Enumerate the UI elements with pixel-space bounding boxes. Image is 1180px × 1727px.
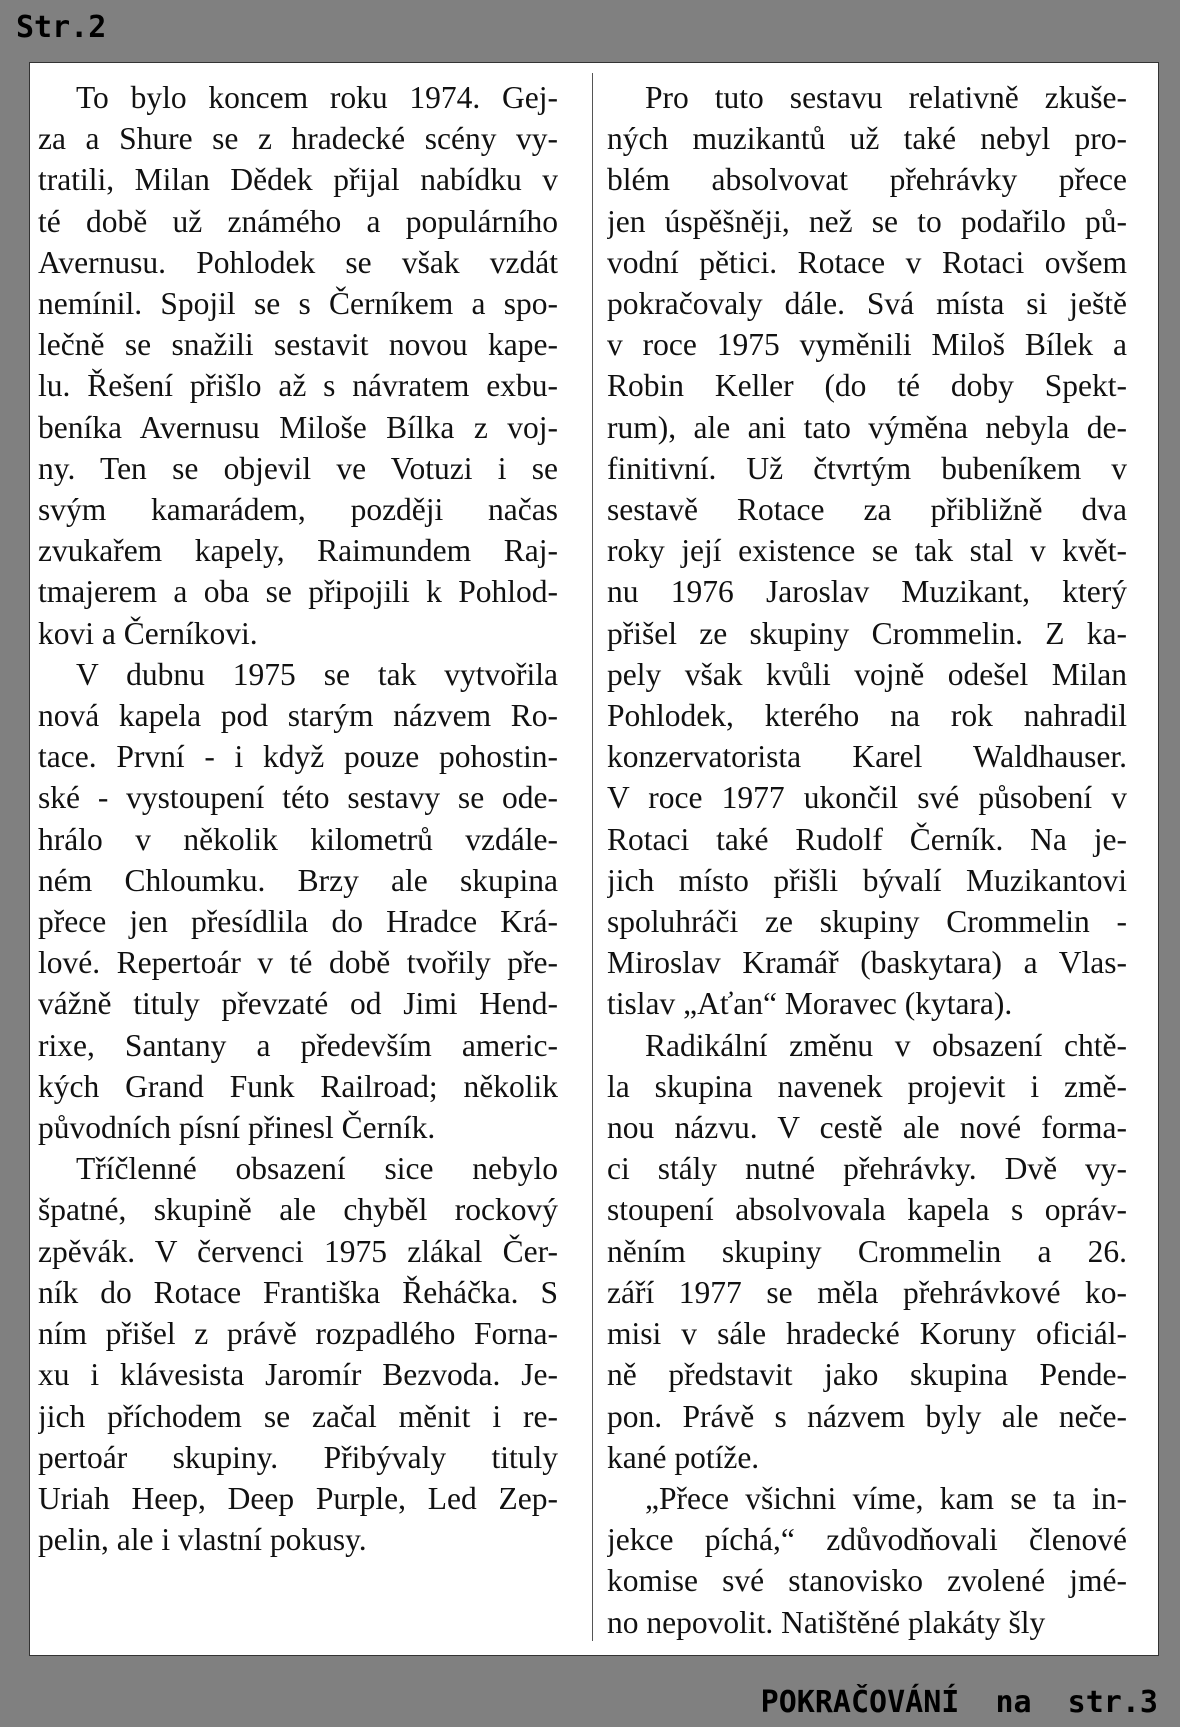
text-line: roky její existence se tak stal v květ-	[607, 533, 1127, 569]
right-text-column	[607, 77, 1127, 1643]
text-line: tislav „Aťan“ Moravec (kytara).	[607, 986, 1013, 1022]
text-line: ník do Rotace Františka Řeháčka. S	[38, 1274, 558, 1310]
text-line: komise své stanovisko zvolené jmé-	[607, 1563, 1127, 1599]
left-text-column	[38, 77, 558, 1560]
text-line: pely však kvůli vojně odešel Milan	[607, 656, 1127, 692]
text-line: ném Chloumku. Brzy ale skupina	[38, 862, 558, 898]
text-line: ných muzikantů už také nebyl pro-	[607, 121, 1127, 157]
column-divider	[592, 73, 593, 1641]
text-line: ně představit jako skupina Pende-	[607, 1357, 1127, 1393]
text-line: Avernusu. Pohlodek se však vzdát	[38, 244, 558, 280]
text-line: „Přece všichni víme, kam se ta in-	[645, 1480, 1127, 1516]
text-line: konzervatorista Karel Waldhauser.	[607, 739, 1127, 775]
paragraph	[607, 1478, 1127, 1643]
paragraph	[38, 77, 558, 654]
text-line: Tříčlenné obsazení sice nebylo	[76, 1151, 558, 1187]
text-line: beníka Avernusu Miloše Bílka z voj-	[38, 409, 558, 445]
text-line: pelin, ale i vlastní pokusy.	[38, 1522, 367, 1558]
text-line: xu i klávesista Jaromír Bezvoda. Je-	[38, 1357, 558, 1393]
text-line: To bylo koncem roku 1974. Gej-	[76, 80, 558, 115]
text-line: pon. Právě s názvem byly ale neče-	[607, 1398, 1127, 1434]
text-line: kých Grand Funk Railroad; několik	[38, 1068, 558, 1104]
text-line: svým kamarádem, později načas	[38, 492, 558, 528]
text-line: nou názvu. V cestě ale nové forma-	[607, 1110, 1127, 1146]
text-line: zpěvák. V červenci 1975 zlákal Čer-	[38, 1233, 558, 1269]
text-line: lové. Repertoár v té době tvořily pře-	[38, 945, 558, 981]
paragraph	[38, 1148, 558, 1560]
text-line: finitivní. Už čtvrtým bubeníkem v	[607, 450, 1127, 486]
text-line: lečně se snažili sestavit novou kape-	[38, 327, 558, 363]
text-line: pokračovaly dále. Svá místa si ještě	[607, 286, 1127, 322]
text-line: té době už známého a populárního	[38, 203, 558, 239]
text-line: jekce píchá,“ zdůvodňovali členové	[607, 1522, 1127, 1558]
text-line: Miroslav Kramář (baskytara) a Vlas-	[607, 945, 1127, 981]
text-line: hrálo v několik kilometrů vzdále-	[38, 821, 558, 857]
text-line: ny. Ten se objevil ve Votuzi i se	[38, 450, 558, 486]
text-line: tratili, Milan Dědek přijal nabídku v	[38, 162, 558, 198]
text-line: Uriah Heep, Deep Purple, Led Zep-	[38, 1480, 558, 1516]
text-line: pertoár skupiny. Přibývaly tituly	[38, 1439, 558, 1475]
text-line: Rotaci také Rudolf Černík. Na je-	[607, 821, 1127, 857]
text-line: rixe, Santany a především americ-	[38, 1027, 558, 1063]
text-line: Pohlodek, kterého na rok nahradil	[607, 698, 1127, 734]
text-line: kané potíže.	[607, 1439, 760, 1475]
text-line: vážně tituly převzaté od Jimi Hend-	[38, 986, 558, 1022]
text-line: misi v sále hradecké Koruny oficiál-	[607, 1316, 1127, 1352]
text-line: za a Shure se z hradecké scény vy-	[38, 121, 558, 157]
text-line: nová kapela pod starým názvem Ro-	[38, 698, 558, 734]
text-line: sestavě Rotace za přibližně dva	[607, 492, 1127, 528]
text-line: jich příchodem se začal měnit i re-	[38, 1398, 558, 1434]
paragraph	[607, 1025, 1127, 1478]
page-number-label: Str.2	[16, 10, 107, 45]
text-line: jich místo přišli bývalí Muzikantovi	[607, 862, 1127, 898]
text-line: špatné, skupině ale chyběl rockový	[38, 1192, 558, 1228]
text-line: Robin Keller (do té doby Spekt-	[607, 368, 1127, 404]
text-line: přišel ze skupiny Crommelin. Z ka-	[607, 615, 1127, 651]
text-line: tace. První - i když pouze pohostin-	[38, 739, 558, 775]
text-line: ním přišel z právě rozpadlého Forna-	[38, 1316, 558, 1352]
text-line: nu 1976 Jaroslav Muzikant, který	[607, 574, 1127, 610]
text-line: rum), ale ani tato výměna nebyla de-	[607, 409, 1127, 445]
text-line: Radikální změnu v obsazení chtě-	[645, 1027, 1127, 1063]
text-line: nemínil. Spojil se s Černíkem a spo-	[38, 286, 558, 322]
text-line: kovi a Černíkovi.	[38, 615, 258, 651]
text-line: ci stály nutné přehrávky. Dvě vy-	[607, 1151, 1127, 1187]
text-line: la skupina navenek projevit i změ-	[607, 1068, 1127, 1104]
text-line: zvukařem kapely, Raimundem Raj-	[38, 533, 558, 569]
text-line: Pro tuto sestavu relativně zkuše-	[645, 80, 1127, 115]
paragraph	[607, 77, 1127, 1025]
text-line: V dubnu 1975 se tak vytvořila	[76, 656, 558, 692]
text-line: stoupení absolvovala kapela s opráv-	[607, 1192, 1127, 1228]
text-line: v roce 1975 vyměnili Miloš Bílek a	[607, 327, 1127, 363]
text-line: něním skupiny Crommelin a 26.	[607, 1233, 1127, 1269]
text-line: blém absolvovat přehrávky přece	[607, 162, 1127, 198]
text-line: přece jen přesídlila do Hradce Krá-	[38, 904, 558, 940]
article-page	[29, 62, 1159, 1656]
text-line: ské - vystoupení této sestavy se ode-	[38, 780, 558, 816]
text-line: září 1977 se měla přehrávkové ko-	[607, 1274, 1127, 1310]
text-line: původních písní přinesl Černík.	[38, 1110, 436, 1146]
text-line: tmajerem a oba se připojili k Pohlod-	[38, 574, 558, 610]
text-line: jen úspěšněji, než se to podařilo pů-	[607, 203, 1127, 239]
text-line: vodní pětici. Rotace v Rotaci ovšem	[607, 244, 1127, 280]
text-line: no nepovolit. Natištěné plakáty šly	[607, 1604, 1046, 1640]
text-line: lu. Řešení přišlo až s návratem exbu-	[38, 368, 558, 404]
text-line: V roce 1977 ukončil své působení v	[607, 780, 1127, 816]
text-line: spoluhráči ze skupiny Crommelin -	[607, 904, 1127, 940]
paragraph	[38, 654, 558, 1148]
continuation-footer: POKRAČOVÁNÍ na str.3	[760, 1685, 1158, 1720]
